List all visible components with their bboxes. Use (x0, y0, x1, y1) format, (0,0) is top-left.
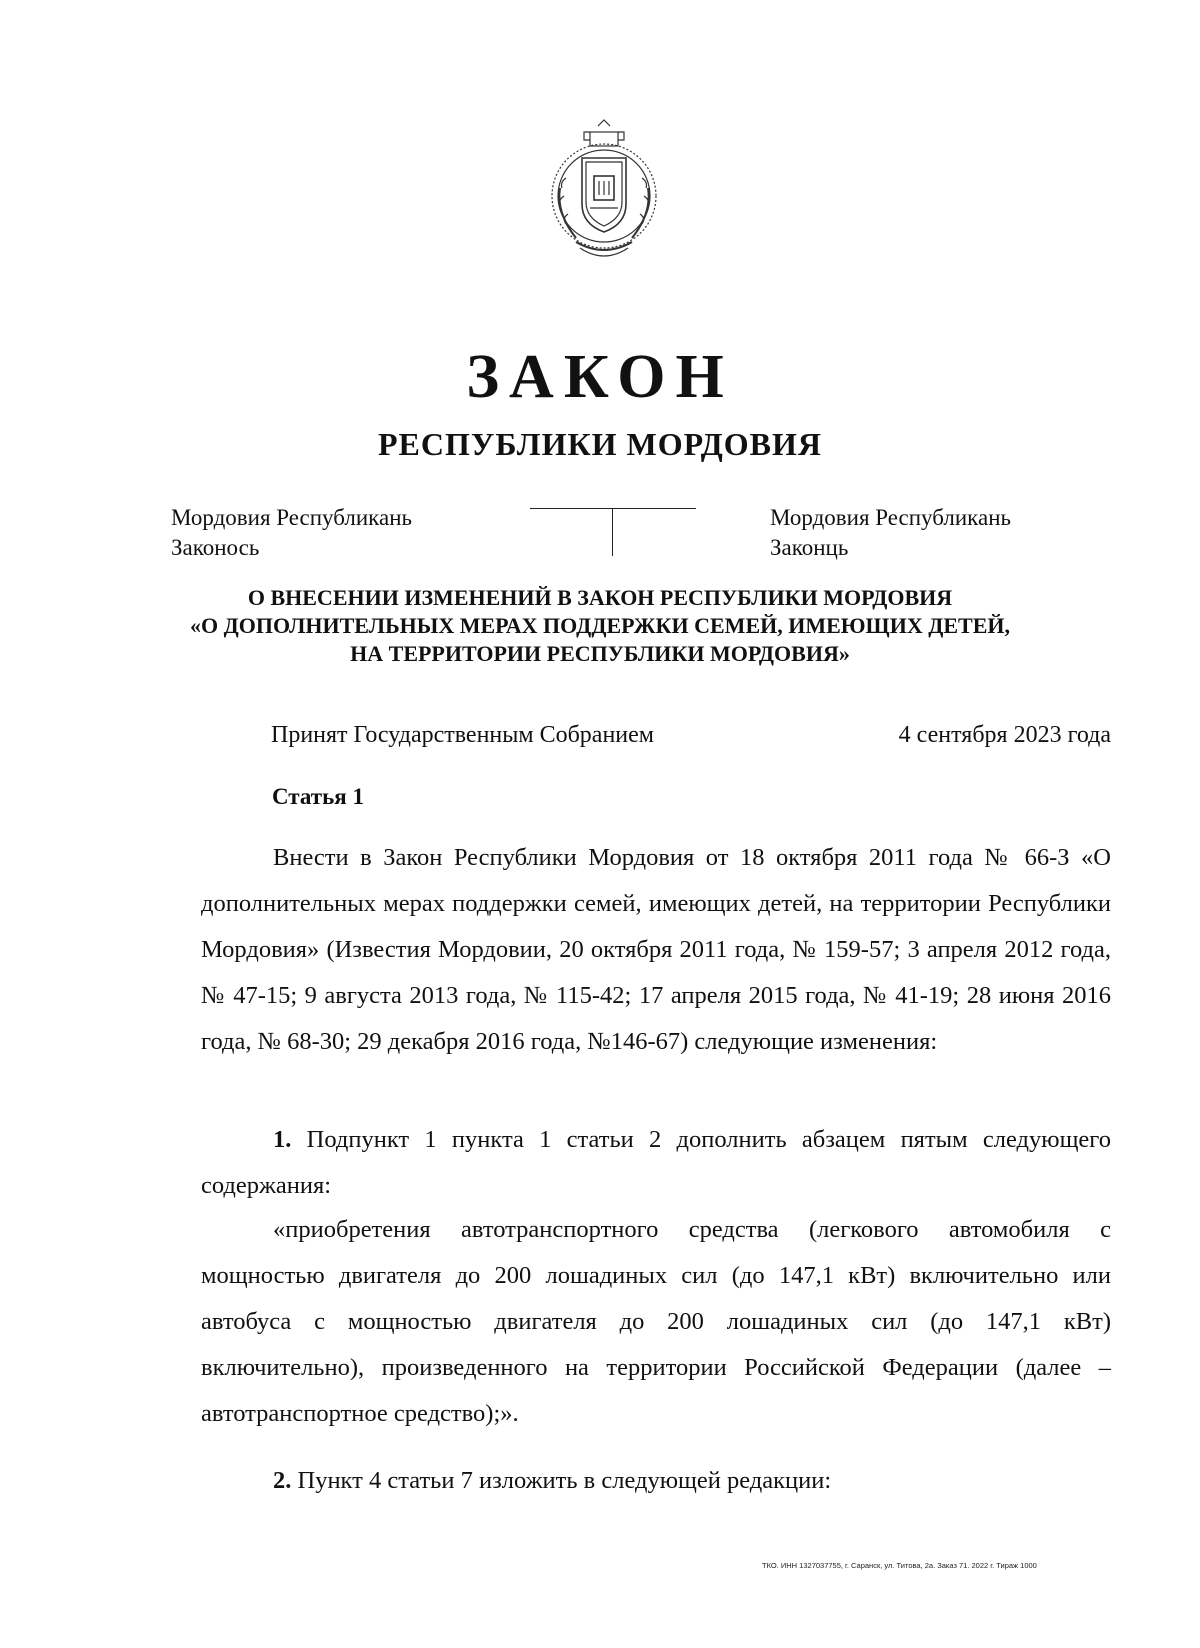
law-heading-line2: «О ДОПОЛНИТЕЛЬНЫХ МЕРАХ ПОДДЕРЖКИ СЕМЕЙ, ИМЕЮЩИХ ДЕТЕЙ, (190, 613, 1010, 638)
quote-block (201, 1207, 1111, 1437)
item2-text: Пункт 4 статьи 7 изложить в следующей редакции: (291, 1467, 832, 1494)
mordovian-right-line2: Законць (770, 535, 849, 560)
law-title: ЗАКОН (466, 343, 734, 411)
item1-text: Подпункт 1 пункта 1 статьи 2 дополнить абзацем пятым следующего содержания: (201, 1126, 1111, 1199)
article-intro-block (201, 835, 1111, 1065)
article-intro-paragraph: Внести в Закон Республики Мордовия от 18 октября 2011 года № 66-З «О дополнительных мерах поддержки семей, имеющих детей, на территории Республики Мордовия» (Известия Мордовии, 20 октября 2011 года, № 159-57; 3 апреля 2012 года, № 47-15; 9 августа 2013 года, № 115-42; 17 апреля 2015 года, № 41-19; 28 июня 2016 года, № 68-30; 29 декабря 2016 года, №146-67) следующие изменения: (201, 844, 1111, 1055)
mordovian-left-line1: Мордовия Республикань (171, 505, 413, 530)
number-field-line (530, 508, 696, 509)
article-title: Статья 1 (272, 784, 364, 809)
item2-block (201, 1458, 1111, 1504)
law-number-field (530, 508, 696, 558)
law-heading (0, 584, 1200, 668)
mordovian-header-left (171, 503, 412, 563)
quote-paragraph: «приобретения автотранспортного средства (легкового автомобиля с мощностью двигателя до 200 лошадиных сил (до 147,1 кВт) включительно или автобуса с мощностью двигателя до 200 лошадиных сил (до 147,1 кВт) включительно), произведенного на территории Российской Федерации (далее – автотранспортное средство);». (201, 1216, 1111, 1427)
adoption-label: Принят Государственным Собранием (271, 722, 654, 748)
law-subtitle: РЕСПУБЛИКИ МОРДОВИЯ (377, 426, 823, 462)
law-heading-line1: О ВНЕСЕНИИ ИЗМЕНЕНИЙ В ЗАКОН РЕСПУБЛИКИ МОРДОВИЯ (247, 585, 953, 610)
number-field-divider (612, 508, 613, 556)
law-heading-line3: НА ТЕРРИТОРИИ РЕСПУБЛИКИ МОРДОВИЯ» (350, 641, 850, 666)
item1-paragraph (201, 1117, 1111, 1209)
item2-number: 2. (273, 1467, 292, 1494)
item1-block (201, 1117, 1111, 1209)
print-info: ТКО. ИНН 1327037755, г. Саранск, ул. Титова, 2а. Заказ 71. 2022 г. Тираж 1000 (762, 1561, 1037, 1570)
coat-of-arms-emblem (546, 118, 662, 268)
adoption-date: 4 сентября 2023 года (898, 722, 1111, 748)
item2-paragraph (201, 1458, 1111, 1504)
mordovian-left-line2: Законось (171, 535, 260, 560)
item1-number: 1. (273, 1126, 292, 1153)
mordovian-header-right (770, 503, 1011, 563)
mordovian-right-line1: Мордовия Республикань (770, 505, 1012, 530)
